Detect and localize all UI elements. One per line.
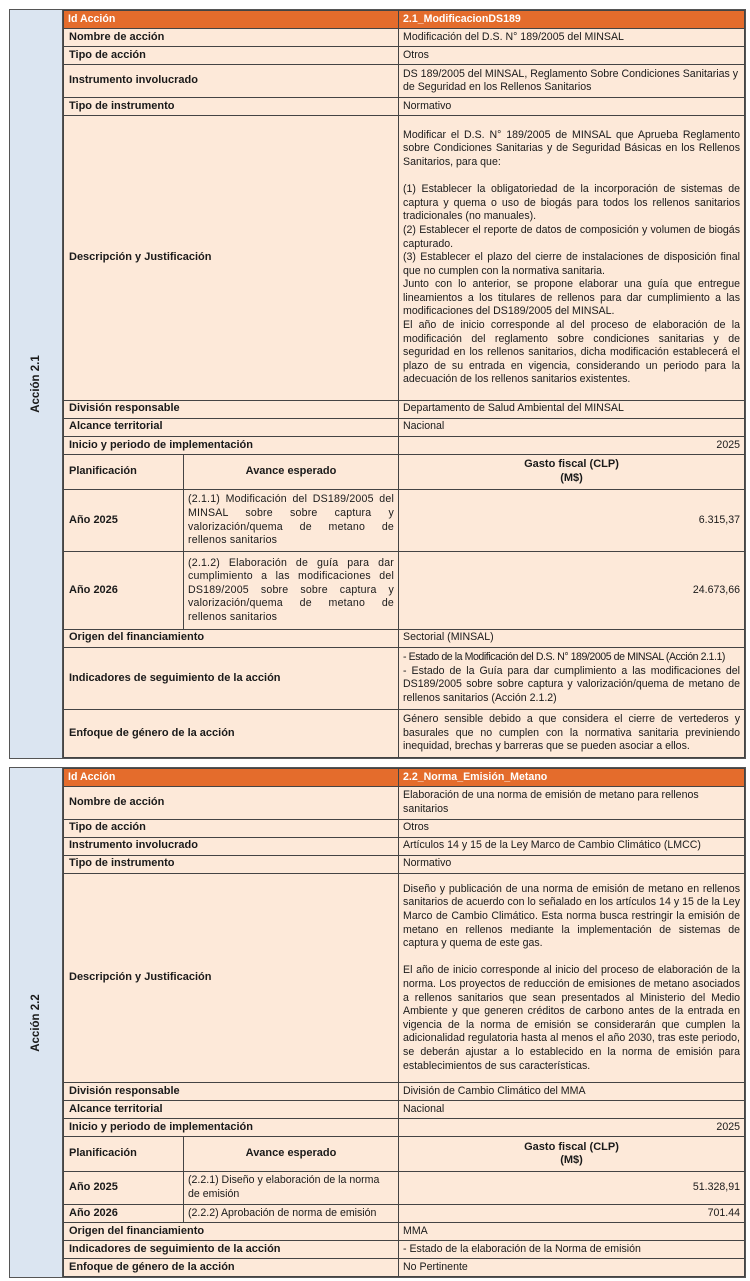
row-label: Tipo de instrumento: [64, 98, 399, 116]
row-value: Normativo: [399, 855, 745, 873]
row-label: Instrumento involucrado: [64, 65, 399, 98]
planning-gasto: 51.328,91: [399, 1172, 745, 1205]
table-row: [64, 710, 745, 758]
row-label: Instrumento involucrado: [64, 837, 399, 855]
table-row: [64, 1083, 745, 1101]
table-row: [64, 98, 745, 116]
row-value: Nacional: [399, 1101, 745, 1119]
planning-row: [64, 552, 745, 629]
row-value: DS 189/2005 del MINSAL, Reglamento Sobre Condiciones Sanitarias y de Seguridad en los Rellenos Sanitarios: [399, 65, 745, 98]
row-label: Origen del financiamiento: [64, 629, 399, 647]
row-value: Sectorial (MINSAL): [399, 629, 745, 647]
row-label: Nombre de acción: [64, 29, 399, 47]
indicators-value: [399, 1240, 745, 1258]
gasto-header-unit: (M$): [560, 1154, 583, 1167]
row-value: Género sensible debido a que considera el cierre de vertederos y basurales que no cumplen con la normativa sanitaria previniendo inequidad, brechas y barreras que se pueden asociar a ellos.: [399, 710, 745, 758]
row-value: Elaboración de una norma de emisión de metano para rellenos sanitarios: [399, 786, 745, 819]
planning-avance: (2.2.2) Aprobación de norma de emisión: [184, 1204, 399, 1222]
table-row: [64, 1119, 745, 1137]
row-label: Descripción y Justificación: [64, 873, 399, 1083]
action-detail-table: [63, 10, 745, 758]
row-value: Artículos 14 y 15 de la Ley Marco de Cambio Climático (LMCC): [399, 837, 745, 855]
table-row: [64, 855, 745, 873]
action-detail-table: [63, 768, 745, 1277]
description-paragraph: (2) Establecer el reporte de datos de composición y volumen de biogás capturado.: [403, 223, 740, 250]
row-value: División de Cambio Climático del MMA: [399, 1083, 745, 1101]
row-label: Nombre de acción: [64, 786, 399, 819]
indicator-item: - Estado de la Guía para dar cumplimiento a las modificaciones del DS189/2005 sobre sobre captura y valorización/quema de metano de rellenos sanitarios (Acción 2.1.2): [403, 664, 740, 705]
table-row: [64, 837, 745, 855]
id-value: 2.1_ModificacionDS189: [399, 11, 745, 29]
row-value: Departamento de Salud Ambiental del MINSAL: [399, 400, 745, 418]
gasto-header-line: Gasto fiscal (CLP): [524, 1140, 619, 1153]
planning-year: Año 2025: [64, 489, 184, 551]
action-2-1-table: [9, 9, 746, 759]
row-label: División responsable: [64, 1083, 399, 1101]
indicator-item: - Estado de la elaboración de la Norma de emisión: [403, 1242, 641, 1255]
row-label: Enfoque de género de la acción: [64, 710, 399, 758]
planning-year: Año 2026: [64, 1204, 184, 1222]
row-value: No Pertinente: [399, 1258, 745, 1276]
table-row: [64, 436, 745, 454]
table-row: [64, 47, 745, 65]
gasto-col-header: [399, 1137, 745, 1172]
row-value: 2025: [399, 436, 745, 454]
id-row: [64, 769, 745, 787]
row-label: Origen del financiamiento: [64, 1222, 399, 1240]
avance-col-header: Avance esperado: [184, 454, 399, 489]
description-paragraph: Diseño y publicación de una norma de emisión de metano en rellenos sanitarios de acuerdo con lo señalado en los artículos 14 y 15 de la Ley Marco de Cambio Climático. Esta norma busca restringir la emisión de metano en rellenos mediante la implementación de sistemas de captura y quema de este gas.: [403, 882, 740, 950]
planning-year: Año 2025: [64, 1172, 184, 1205]
row-value: Otros: [399, 47, 745, 65]
action-2-2-table: [9, 767, 746, 1278]
planning-col-header: Planificación: [64, 454, 184, 489]
table-row: [64, 1258, 745, 1276]
table-row: [64, 116, 745, 401]
description-paragraph: Modificar el D.S. N° 189/2005 de MINSAL que Aprueba Reglamento sobre Condiciones Sanitarias y de Seguridad Básicas en los Rellenos Sanitarios, para que:: [403, 128, 740, 168]
id-value: 2.2_Norma_Emisión_Metano: [399, 769, 745, 787]
table-row: [64, 786, 745, 819]
row-label: Tipo de instrumento: [64, 855, 399, 873]
planning-col-header: Planificación: [64, 1137, 184, 1172]
description-paragraph: (3) Establecer el plazo del cierre de instalaciones de disposición final que no cumplen con la normativa sanitaria.: [403, 251, 740, 277]
planning-row: [64, 489, 745, 551]
table-row: [64, 29, 745, 47]
row-label: Tipo de acción: [64, 47, 399, 65]
row-label: Inicio y periodo de implementación: [64, 436, 399, 454]
row-value: 2025: [399, 1119, 745, 1137]
id-label: Id Acción: [64, 11, 399, 29]
indicators-value: [399, 647, 745, 709]
table-row: [64, 418, 745, 436]
planning-gasto: 24.673,66: [399, 552, 745, 629]
planning-header-row: [64, 1137, 745, 1172]
id-label: Id Acción: [64, 769, 399, 787]
row-label: División responsable: [64, 400, 399, 418]
row-value: Nacional: [399, 418, 745, 436]
table-row: [64, 1240, 745, 1258]
planning-year: Año 2026: [64, 552, 184, 629]
row-label: Tipo de acción: [64, 819, 399, 837]
description-value: [399, 116, 745, 401]
row-label: Indicadores de seguimiento de la acción: [64, 1240, 399, 1258]
planning-gasto: 701.44: [399, 1204, 745, 1222]
gasto-header-line: Gasto fiscal (CLP): [524, 458, 619, 471]
row-label: Alcance territorial: [64, 418, 399, 436]
gasto-header-unit: (M$): [560, 471, 583, 484]
id-row: [64, 11, 745, 29]
avance-col-header: Avance esperado: [184, 1137, 399, 1172]
row-value: MMA: [399, 1222, 745, 1240]
row-label: Enfoque de género de la acción: [64, 1258, 399, 1276]
gasto-col-header: [399, 454, 745, 489]
row-label: Inicio y periodo de implementación: [64, 1119, 399, 1137]
action-side-label-cell: [10, 768, 63, 1277]
table-row: [64, 647, 745, 709]
action-side-label-cell: [10, 10, 63, 758]
action-side-label: Acción 2.2: [30, 993, 42, 1052]
description-paragraph: (1) Establecer la obligatoriedad de la incorporación de sistemas de captura y quema o uso de biogás para todos los rellenos sanitarios tradicionales (no manuales).: [403, 183, 740, 223]
description-value: [399, 873, 745, 1083]
planning-avance: (2.1.1) Modificación del DS189/2005 del MINSAL sobre sobre captura y valorización/quema de metano de rellenos sanitarios: [184, 489, 399, 551]
planning-avance: (2.1.2) Elaboración de guía para dar cumplimiento a las modificaciones del DS189/2005 sobre sobre captura y valorización/quema de metano de rellenos sanitarios: [184, 552, 399, 629]
table-row: [64, 1222, 745, 1240]
action-side-label: Acción 2.1: [30, 355, 42, 413]
row-value: Modificación del D.S. N° 189/2005 del MINSAL: [399, 29, 745, 47]
row-label: Alcance territorial: [64, 1101, 399, 1119]
planning-avance: (2.2.1) Diseño y elaboración de la norma de emisión: [184, 1172, 399, 1205]
row-label: Descripción y Justificación: [64, 116, 399, 401]
description-paragraph: El año de inicio corresponde al del proceso de elaboración de la modificación del reglamento sobre condiciones sanitarias y de seguridad en los rellenos sanitarios, dicha modificación establecerá el plazo de su entrada en vigencia, considerando un periodo para la adecuación de los rellenos sanitarios existentes.: [403, 319, 740, 386]
table-row: [64, 873, 745, 1083]
planning-gasto: 6.315,37: [399, 489, 745, 551]
planning-row: [64, 1204, 745, 1222]
table-row: [64, 629, 745, 647]
table-row: [64, 65, 745, 98]
row-label: Indicadores de seguimiento de la acción: [64, 647, 399, 709]
table-row: [64, 400, 745, 418]
description-paragraph: El año de inicio corresponde al inicio del proceso de elaboración de la norma. Los proyectos de reducción de emisiones de metano asociados a rellenos sanitarios que sean presentados al Ministerio del Medio Ambiente y que generen créditos de carbono antes de la entrada en vigencia de la norma de emisión se considerarán que cumplen la adicionalidad regulatoria hasta al menos el año 2030, tras este periodo, se deberán ajustar a lo establecido en la norma de emisión para establecimientos de sus características.: [403, 964, 740, 1072]
planning-row: [64, 1172, 745, 1205]
table-row: [64, 1101, 745, 1119]
row-value: Normativo: [399, 98, 745, 116]
planning-header-row: [64, 454, 745, 489]
indicator-item: - Estado de la Modificación del D.S. N° 189/2005 de MINSAL (Acción 2.1.1): [403, 651, 725, 664]
description-paragraph: Junto con lo anterior, se propone elaborar una guía que entregue lineamientos a los titulares de rellenos para dar cumplimiento a las modificaciones del DS189/2005 del MINSAL.: [403, 278, 740, 318]
table-row: [64, 819, 745, 837]
row-value: Otros: [399, 819, 745, 837]
